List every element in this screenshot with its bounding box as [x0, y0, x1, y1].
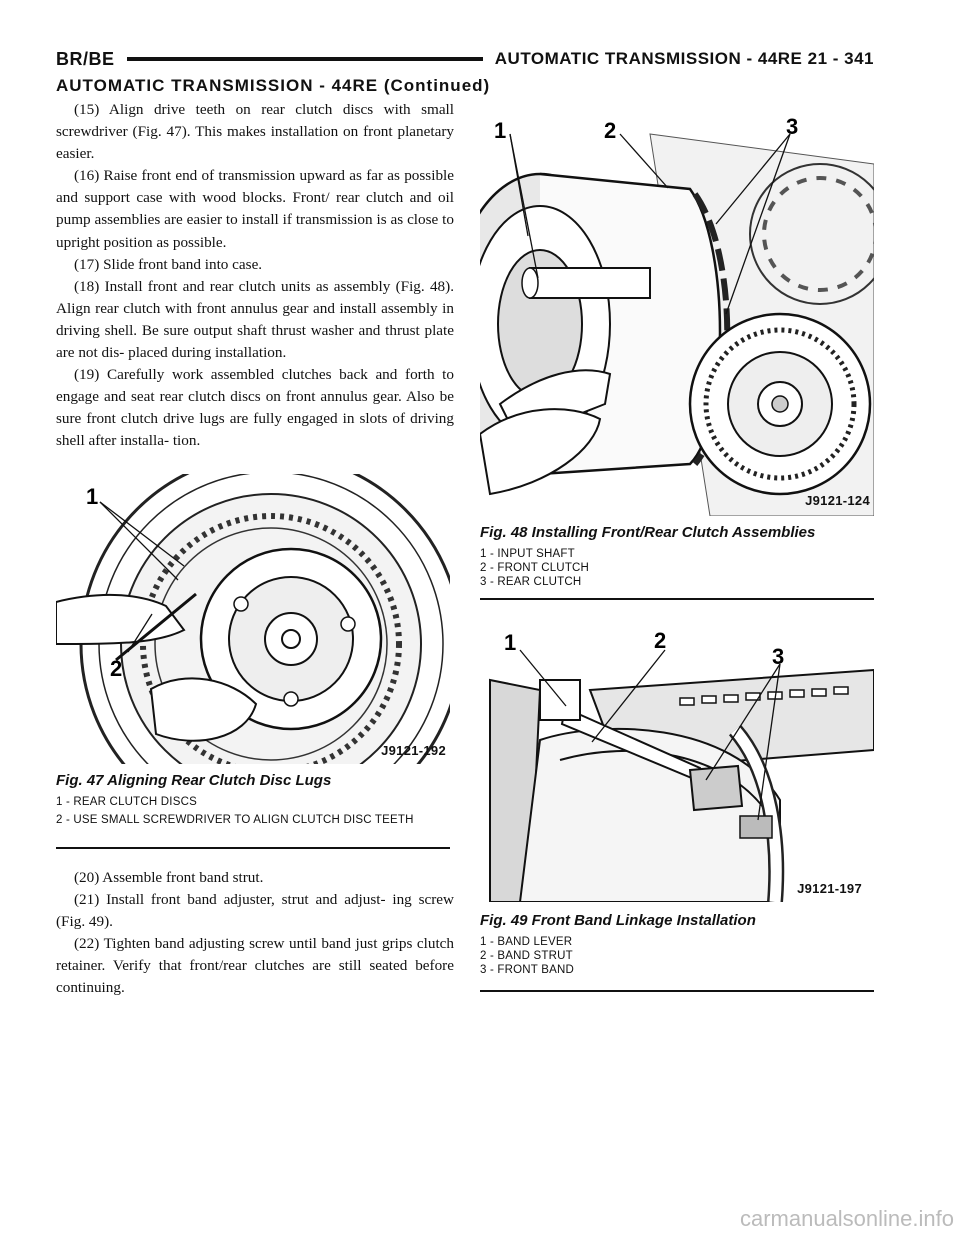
fig47-image-id: J9121-192: [381, 743, 446, 758]
fig47-caption: [56, 772, 450, 827]
fig47-title: Fig. 47 Aligning Rear Clutch Disc Lugs: [56, 772, 332, 789]
fig49-drawing: [480, 620, 874, 902]
fig48-callout-3: 3: [786, 114, 799, 139]
fig49-caption: [480, 912, 874, 977]
fig48-caption: [480, 524, 874, 589]
fig47-illustration: [56, 474, 450, 764]
fig48-callout-1: 1: [494, 118, 507, 143]
header-rule: [127, 57, 483, 61]
step-15: (15) Align drive teeth on rear clutch discs with small screwdriver (Fig. 47). This makes installation on front planetary easier.: [56, 101, 454, 163]
fig47-legend-2: 2 - USE SMALL SCREWDRIVER TO ALIGN CLUTCH DISC TEETH: [56, 814, 414, 826]
fig48-illustration: [480, 104, 874, 516]
fig49-callout-2: 2: [654, 628, 667, 653]
step-16: (16) Raise front end of transmission upward as far as possible and support case with wood blocks. Front/ rear clutch and oil pump assemblies are easier to install if transmission is as close to upright position as possible.: [56, 167, 454, 251]
watermark: carmanualsonline.info: [739, 1206, 954, 1231]
step-22: (22) Tighten band adjusting screw until band just grips clutch retainer. Verify that front/rear clutches are still seated before continuing.: [56, 935, 454, 997]
header-model: BR/BE: [56, 48, 115, 69]
fig49-legend-1: 1 - BAND LEVER: [480, 936, 573, 948]
step-18: (18) Install front and rear clutch units as assembly (Fig. 48). Align rear clutch with front annulus gear and install assembly in driving shell. Be sure output shaft thrust washer and thrust plate are not dis- placed during installation.: [56, 277, 454, 362]
fig49-illustration: [480, 620, 874, 902]
fig49-caption-rule: [480, 990, 874, 992]
page-header: [56, 44, 874, 74]
fig48-drawing: [480, 104, 874, 516]
fig48-callout-2: 2: [604, 118, 617, 143]
section-subheading: AUTOMATIC TRANSMISSION - 44RE (Continued): [56, 76, 491, 95]
fig47-legend-1: 1 - REAR CLUTCH DISCS: [56, 796, 197, 808]
header-section-page: AUTOMATIC TRANSMISSION - 44RE 21 - 341: [494, 49, 874, 68]
fig48-legend-2: 2 - FRONT CLUTCH: [480, 562, 590, 574]
fig47-callout-1: 1: [86, 484, 99, 509]
fig48-title: Fig. 48 Installing Front/Rear Clutch Assemblies: [480, 524, 816, 541]
fig49-callout-1: 1: [504, 630, 517, 655]
fig48-caption-rule: [480, 598, 874, 600]
step-20: (20) Assemble front band strut.: [74, 869, 264, 886]
fig49-callout-3: 3: [772, 644, 785, 669]
fig47-drawing: [56, 474, 450, 764]
fig49-image-id: J9121-197: [797, 881, 862, 896]
fig49-legend-3: 3 - FRONT BAND: [480, 964, 574, 976]
fig49-title: Fig. 49 Front Band Linkage Installation: [480, 912, 756, 929]
step-19: (19) Carefully work assembled clutches back and forth to engage and seat rear clutch discs on front annulus gear. Also be sure front clutch drive lugs are fully engaged in slots of driving shell after installa- tion.: [56, 366, 454, 450]
procedure-steps-top: [56, 99, 454, 453]
fig49-legend-2: 2 - BAND STRUT: [480, 950, 573, 962]
fig48-legend-3: 3 - REAR CLUTCH: [480, 576, 582, 588]
fig47-caption-rule: [56, 847, 450, 849]
fig47-callout-2: 2: [110, 656, 123, 681]
fig48-image-id: J9121-124: [805, 493, 870, 508]
procedure-steps-bottom: [56, 867, 454, 1000]
fig48-legend-1: 1 - INPUT SHAFT: [480, 548, 575, 560]
step-21: (21) Install front band adjuster, strut and adjust- ing screw (Fig. 49).: [56, 891, 454, 931]
step-17: (17) Slide front band into case.: [74, 255, 263, 273]
